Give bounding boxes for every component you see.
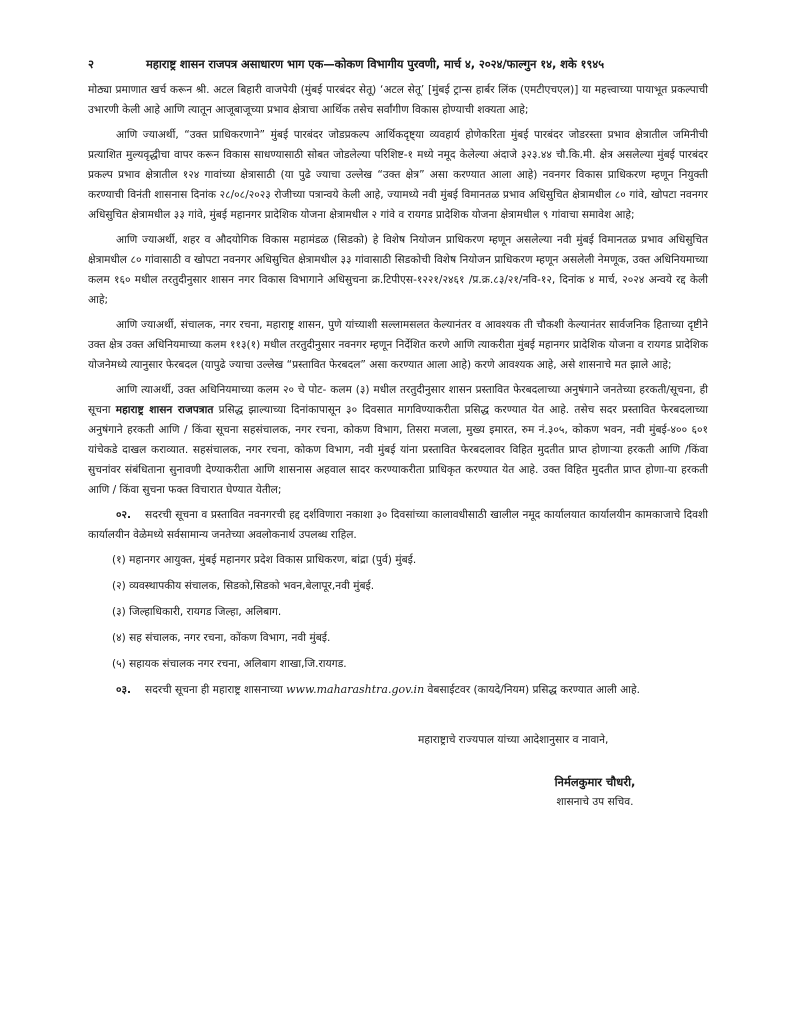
governor-order-line: महाराष्ट्राचे राज्यपाल यांच्या आदेशानुसार व नावाने, bbox=[418, 734, 609, 746]
paragraph-number-03: ०३. bbox=[116, 684, 132, 696]
paragraph-02-text: सदरची सूचना व प्रस्तावित नवनगरची हद्द दर्शविणारा नकाशा ३० दिवसांच्या कालावधीसाठी खालील नमूद कार्यालयात कार्यालयीन कामकाजाचे दिवशी कार्यालयीन वेळेमध्ये सर्वसामान्य जनतेच्या अवलोकनार्थ उपलब्ध राहिल. bbox=[88, 509, 708, 541]
paragraph-government-opinion: आणि ज्याअर्थी, संचालक, नगर रचना, महाराष्ट्र शासन, पुणे यांच्याशी सल्लामसलत केल्यानंतर व आवश्यक ती चौकशी केल्यानंतर सार्वजनिक हिताच्या दृष्टीने उक्त क्षेत्र उक्त अधिनियमाच्या कलम ११३(१) मधील तरतुदीनुसार नवनगर म्हणून निर्देशित करणे आणि त्याकरीता मुंबई महानगर प्रादेशिक योजना व रायगड प्रादेशिक योजनेमध्ये त्यानुसार फेरबदल (यापुढे ज्याचा उल्लेख “प्रस्तावित फेरबदल” असा करण्यात आला आहे) करणे आवश्यक आहे, असे शासनाचे मत झाले आहे; bbox=[88, 319, 708, 371]
office-item-4: (४) सह संचालक, नगर रचना, कोंकण विभाग, नवी मुंबई. bbox=[112, 632, 331, 644]
office-item-5: (५) सहायक संचालक नगर रचना, अलिबाग शाखा,जि.रायगड. bbox=[112, 658, 347, 670]
signature-block bbox=[530, 772, 660, 812]
website-url[interactable]: www.maharashtra.gov.in bbox=[286, 683, 425, 696]
paragraph-cidco-cancellation: आणि ज्याअर्थी, शहर व औदयोगिक विकास महामंडळ (सिडको) हे विशेष नियोजन प्राधिकरण म्हणून असलेल्या नवी मुंबई विमानतळ प्रभाव अधिसुचित क्षेत्रामधील ८० गांवासाठी व खोपटा नवनगर अधिसुचित क्षेत्रामधील ३३ गांवासाठी सिडकोची विशेष नियोजन प्राधिकरण म्हणून असलेली नेमणूक, उक्त अधिनियमाच्या कलम १६० मधील तरतुदीनुसार शासन नगर विकास विभागाने अधिसुचना क्र.टिपीएस-१२२१/२४६१ /प्र.क्र.८३/२१/नवि-१२, दिनांक ४ मार्च, २०२४ अन्वये रद्द केली आहे; bbox=[88, 234, 708, 306]
objections-text-post: प्रसिद्ध झाल्याच्या दिनांकापासून ३० दिवसात मागविण्याकरीता प्रसिद्ध करण्यात येत आहे. तसेच सदर प्रस्तावित फेरबदलाच्या अनुषंगाने हरकती आणि / किंवा सूचना सहसंचालक, नगर रचना, कोकण विभाग, तिसरा मजला, मुख्य इमारत, रुम नं.३०५, कोकण भवन, नवी मुंबई-४०० ६०१ यांचेकडे दाखल कराव्यात. सहसंचालक, नगर रचना, कोकण विभाग, नवी मुंबई यांना प्रस्तावित फेरबदलावर विहित मुदतीत प्राप्त होणाऱ्या हरकती आणि /किंवा सुचनांवर संबंधिताना सुनावणी देण्याकरीता आणि शासनास अहवाल सादर करण्याकरीता प्राधिकृत करण्यात येत आहे. उक्त विहित मुदतीत प्राप्त होणा-या हरकती आणि / किंवा सुचना फक्त विचारात घेण्यात येतील; bbox=[88, 404, 708, 496]
office-item-1: (१) महानगर आयुक्त, मुंबई महानगर प्रदेश विकास प्राधिकरण, बांद्रा (पुर्व) मुंबई. bbox=[112, 554, 417, 566]
paragraph-03 bbox=[88, 680, 708, 700]
office-list bbox=[112, 550, 708, 674]
paragraph-objections-notice bbox=[88, 380, 708, 500]
page-header bbox=[88, 56, 708, 72]
paragraph-number-02: ०२. bbox=[116, 509, 132, 521]
paragraph-authority-request: आणि ज्याअर्थी, “उक्त प्राधिकरणाने” मुंबई पारबंदर जोडप्रकल्प आर्थिकदृष्ट्या व्यवहार्य होणेकरिता मुंबई पारबंदर जोडरस्ता प्रभाव क्षेत्रातील जमिनीची प्रत्याशित मुल्यवृद्धीचा वापर करून विकास साधण्यासाठी सोबत जोडलेल्या परिशिष्ट-१ मध्ये नमूद केलेल्या अंदाजे ३२३.४४ चौ.कि.मी. क्षेत्र असलेल्या मुंबई पारबंदर प्रकल्प प्रभाव क्षेत्रातील १२४ गावांच्या क्षेत्रासाठी (या पुढे ज्याचा उल्लेख “उक्त क्षेत्र” असा करण्यात आला आहे) नवनगर विकास प्राधिकरण म्हणून नियुक्ती करण्याची विनंती शासनास दिनांक २८/०८/२०२३ रोजीच्या पत्रान्वये केली आहे, ज्यामध्ये नवी मुंबई विमानतळ प्रभाव अधिसुचित क्षेत्रामधील ८० गांवे, खोपटा नवनगर अधिसुचित क्षेत्रामधील ३३ गांवे, मुंबई महानगर प्रादेशिक योजना क्षेत्रामधील २ गांवे व रायगड प्रादेशिक योजना क्षेत्रामधील ९ गांवाचा समावेश आहे; bbox=[88, 129, 708, 221]
gazette-name-bold: महाराष्ट्र शासन राजपत्रात bbox=[115, 404, 214, 416]
paragraph-03-text-pre: सदरची सूचना ही महाराष्ट्र शासनाच्या bbox=[145, 684, 287, 696]
paragraph-03-text-post: वेबसाईटवर (कायदे/नियम) प्रसिद्ध करण्यात आली आहे. bbox=[424, 684, 640, 696]
paragraph-02 bbox=[88, 505, 708, 545]
signatory-name: निर्मलकुमार चौधरी, bbox=[554, 775, 636, 789]
gazette-header-title: महाराष्ट्र शासन राजपत्र असाधारण भाग एक—कोकण विभागीय पुरवणी, मार्च ४, २०२४/फाल्गुन १४, शके १९४५ bbox=[146, 57, 605, 71]
office-item-2: (२) व्यवस्थापकीय संचालक, सिडको,सिडको भवन,बेलापूर,नवी मुंबई. bbox=[112, 580, 375, 592]
signatory-designation: शासनाचे उप सचिव. bbox=[556, 796, 634, 808]
office-item-3: (३) जिल्हाधिकारी, रायगड जिल्हा, अलिबाग. bbox=[112, 606, 282, 618]
document-page bbox=[88, 56, 708, 812]
objections-text-pre: आणि त्याअर्थी, उक्त अधिनियमाच्या कलम २० चे पोट- कलम (३) मधील तरतुदीनुसार शासन प्रस्तावित फेरबदलाच्या अनुषंगाने जनतेच्या हरकती/सूचना, ही सूचना bbox=[88, 384, 708, 416]
paragraph-continuation: मोठ्या प्रमाणात खर्च करून श्री. अटल बिहारी वाजपेयी (मुंबई पारबंदर सेतू) ‘अटल सेतू’ [मुंबई ट्रान्स हार्बर लिंक (एमटीएचएल)] या महत्त्वाच्या पायाभूत प्रकल्पाची उभारणी केली आहे आणि त्यातून आजूबाजूच्या प्रभाव क्षेत्राचा आर्थिक तसेच सर्वांगीण विकास होण्याची शक्यता आहे; bbox=[88, 84, 708, 116]
page-number: २ bbox=[88, 57, 94, 71]
